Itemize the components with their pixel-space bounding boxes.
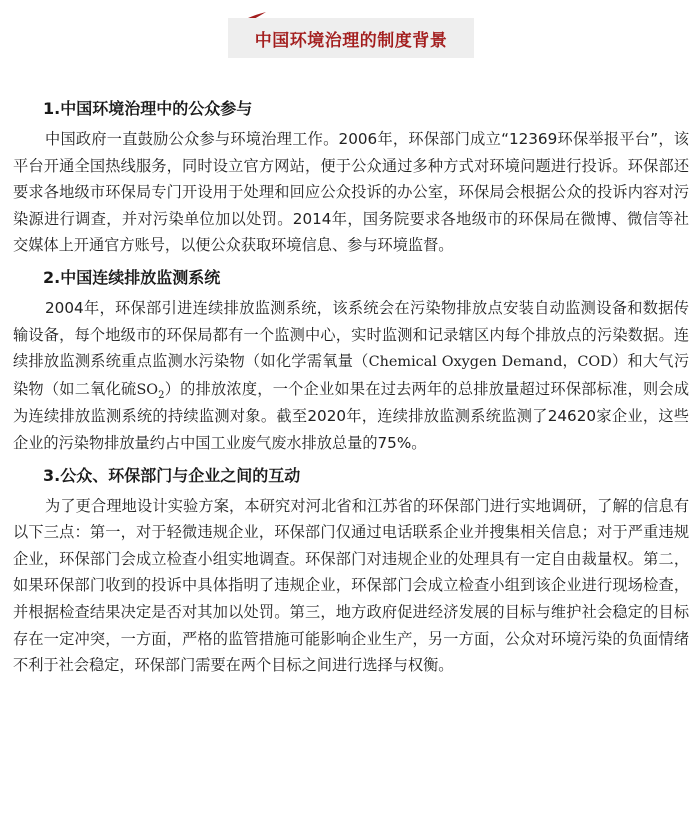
section-heading-cems: 2.中国连续排放监测系统 [43,267,221,287]
title-box [228,18,474,58]
article-body [13,96,689,679]
cems-text-part-a: 2004年，环保部引进连续排放监测系统，该系统会在污染物排放点安装自动监测设备和数据传输设备，每个地级市的环保局都有一个监测中心，实时监测和记录辖区内每个排放点的污染数据。连续排放监测系统重点监测水污染物（如化学需氧量（ [13,298,689,371]
cems-english-term: Chemical Oxygen Demand，COD [368,354,612,371]
title-banner [228,10,474,58]
cems-text-part-b: ）和大气污染物（如二氧化硫 [13,352,690,398]
section-heading-interaction: 3.公众、环保部门与企业之间的互动 [43,465,301,485]
section-heading-public-participation: 1.中国环境治理中的公众参与 [43,99,253,118]
so2-base: SO [136,381,159,398]
paragraph-cems [13,295,689,457]
so2-formula [136,381,165,401]
page-title: 中国环境治理的制度背景 [254,30,448,51]
paragraph-interaction: 为了更合理地设计实验方案，本研究对河北省和江苏省的环保部门进行实地调研，了解的信息有以下三点：第一，对于轻微违规企业，环保部门仅通过电话联系企业并搜集相关信息；对于严重违规企业，环保部门会成立检查小组实地调查。环保部门对违规企业的处理具有一定自由裁量权。第二，如果环保部门收到的投诉中具体指明了违规企业，环保部门会成立检查小组到该企业进行现场检查，并根据检查结果决定是否对其加以处罚。第三，地方政府促进经济发展的目标与维护社会稳定的目标存在一定冲突，一方面，严格的监管措施可能影响企业生产，另一方面，公众对环境污染的负面情绪不利于社会稳定，环保部门需要在两个目标之间进行选择与权衡。 [13,496,689,675]
paragraph-public-participation: 中国政府一直鼓励公众参与环境治理工作。2006年，环保部门成立“12369环保举报平台”，该平台开通全国热线服务，同时设立官方网站，便于公众通过多种方式对环境问题进行投诉。环保部还要求各地级市环保局专门开设用于处理和回应公众投诉的办公室，环保局会根据公众的投诉内容对污染源进行调查，并对污染单位加以处罚。2014年，国务院要求各地级市的环保局在微博、微信等社交媒体上开通官方账号，以便公众获取环境信息、参与环境监督。 [13,130,689,255]
cems-text-part-c: ）的排放浓度，一个企业如果在过去两年的总排放量超过环保部标准，则会成为连续排放监测系统的持续监测对象。截至2020年，连续排放监测系统监测了24620家企业，这些企业的污染物排放量约占中国工业废气废水排放总量的75%。 [13,379,690,452]
so2-subscript: 2 [158,389,165,401]
